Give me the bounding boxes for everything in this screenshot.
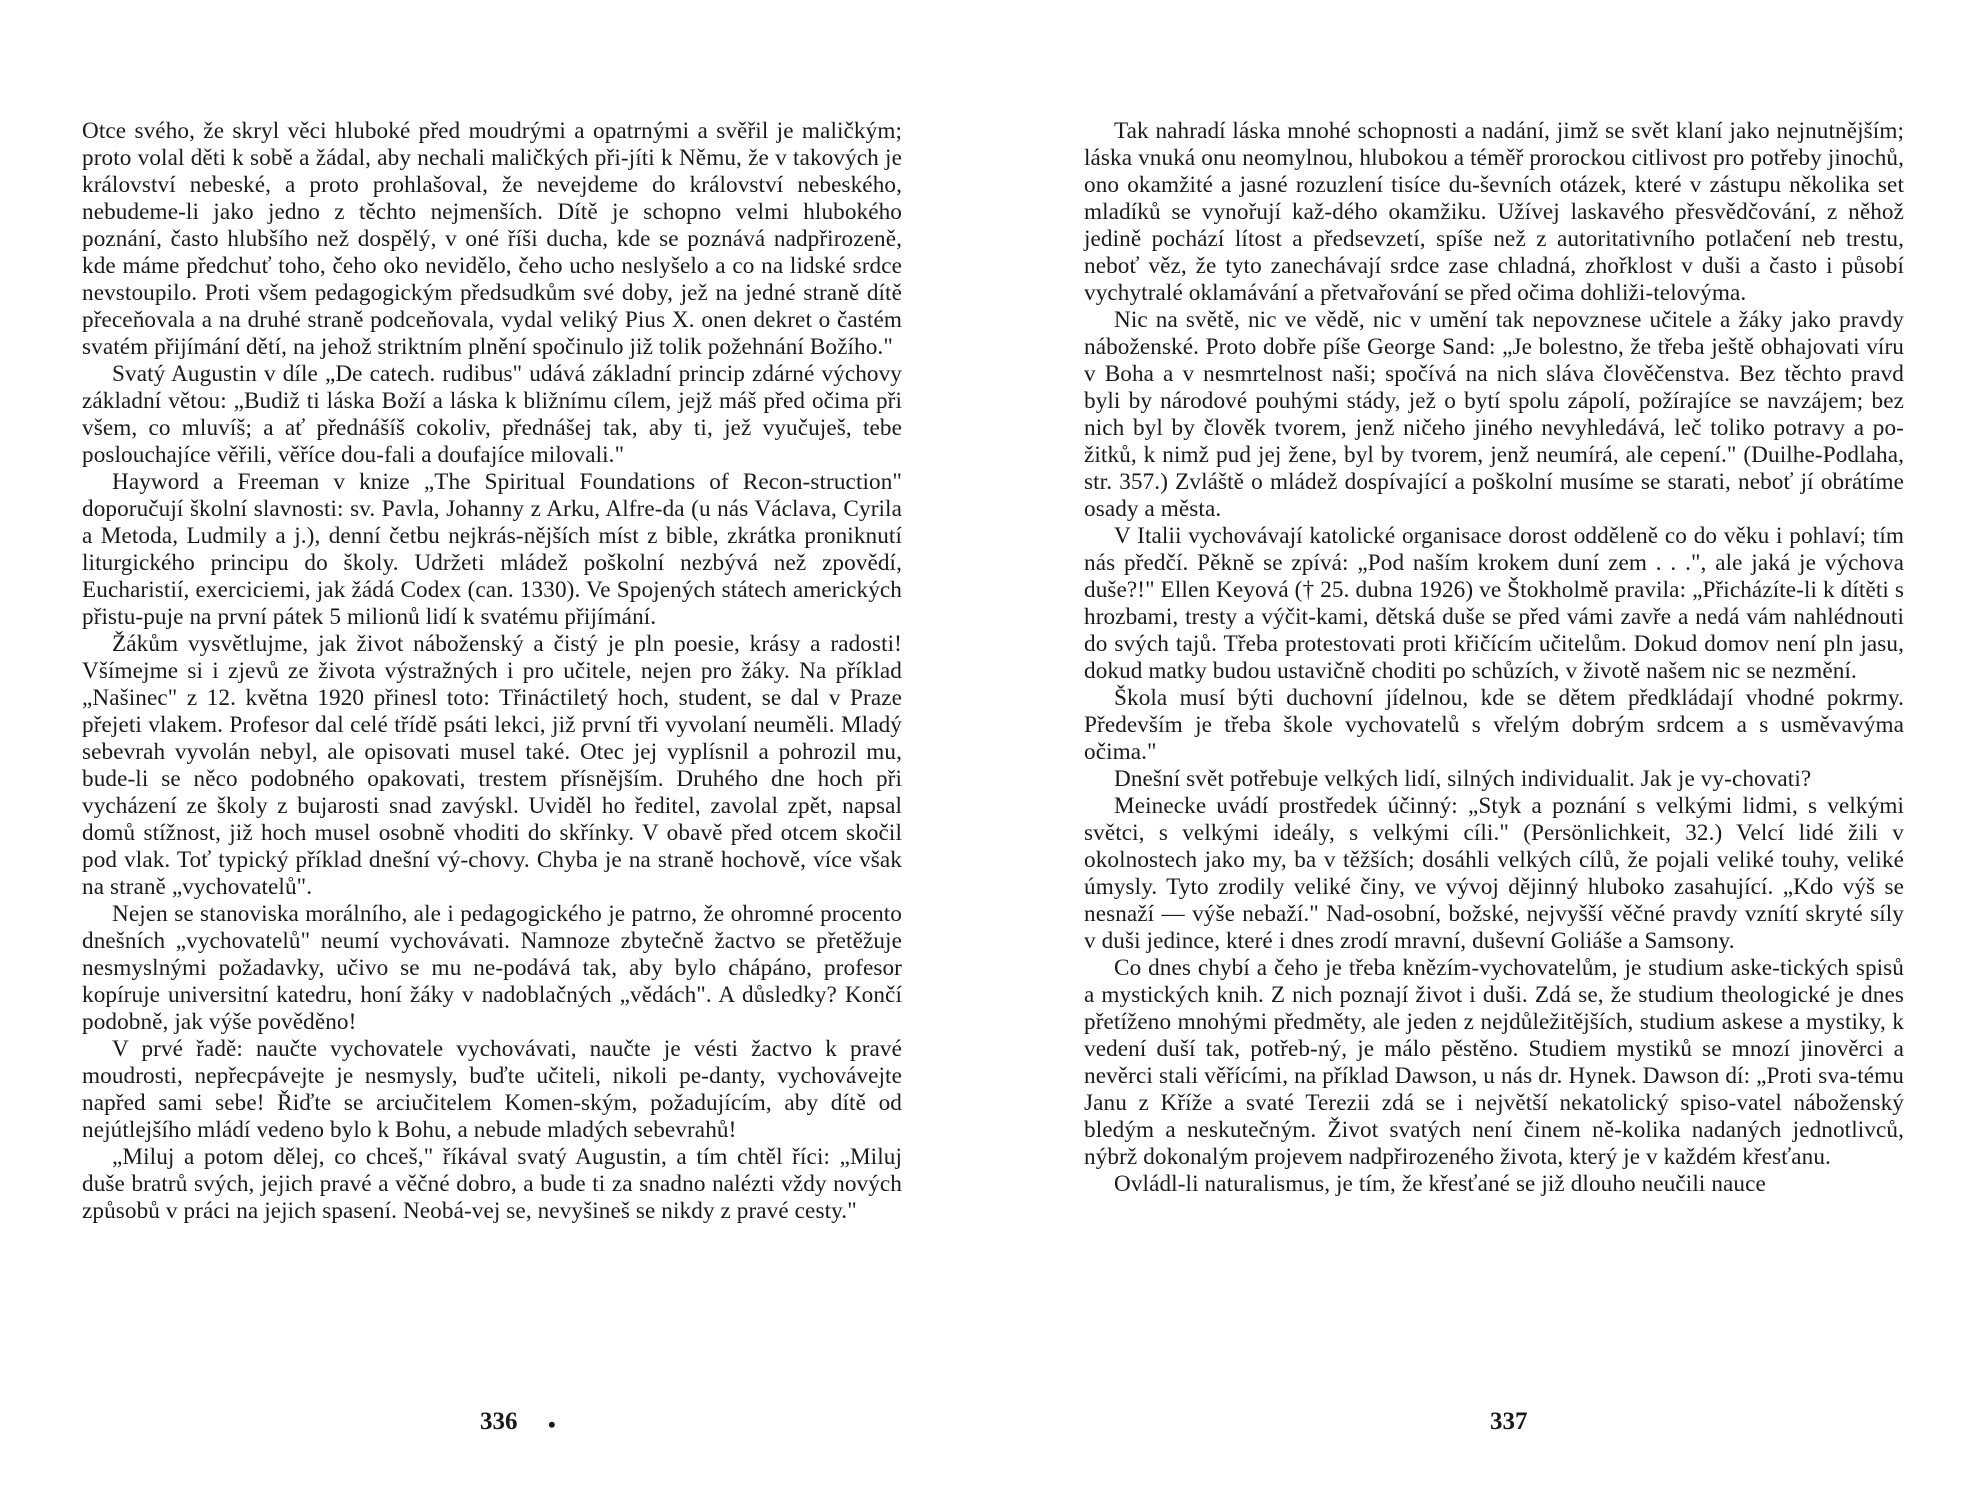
right-paragraph-1: Tak nahradí láska mnohé schopnosti a nadání, jimž se svět klaní jako nejnutnějším; láska vnuká onu neomylnou, hlubokou a téměř prorockou citlivost pro potřeby jinochů, ono okamžité a jasné rozuzlení tisíce du-ševních otázek, které v zástupu několika set mladíků se vynořují kaž-dého okamžiku. Užívej laskavého přesvědčování, z něhož jedině pochází lítost a předsevzetí, spíše než z autoritativního potlačení neb trestu, neboť věz, že tyto zanechávají srdce zase chladná, zhořklost v duši a často i působí vychytralé oklamávání a přetvařování se před očima dohliži-telovýma.	[1084, 118, 1904, 306]
right-paragraph-3: V Italii vychovávají katolické organisace dorost odděleně co do věku i pohlaví; tím nás předčí. Pěkně se zpívá: „Pod naším krokem duní zem . . .", ale jaká je výchova duše?!" Ellen Keyová († 25. dubna 1926) ve Štokholmě pravila: „Přicházíte-li k dítěti s hrozbami, tresty a výčit-kami, dětská duše se před vámi zavře a nedá vám nahlédnouti do svých tajů. Třeba protestovati proti křičícím učitelům. Dokud domov není pln jasu, dokud matky budou ustavičně choditi po schůzích, v životě našem nic se nezmění.	[1084, 523, 1904, 684]
right-paragraph-6: Meinecke uvádí prostředek účinný: „Styk a poznání s velkými lidmi, s velkými světci, s velkými ideály, s velkými cíli." (Persönlichkeit, 32.) Velcí lidé žili v okolnostech jako my, ba v těžších; dosáhli velkých cílů, že pojali veliké touhy, veliké úmysly. Tyto zrodily veliké činy, ve vývoj dějinný hluboko zasahující. „Kdo výš se nesnaží — výše nebaží." Nad-osobní, božské, nejvyšší věčné pravdy vznítí skryté síly v duši jedince, které i dnes zrodí mravní, duševní Goliáše a Samsony.	[1084, 793, 1904, 954]
right-paragraph-2: Nic na světě, nic ve vědě, nic v umění tak nepovznese učitele a žáky jako pravdy náboženské. Proto dobře píše George Sand: „Je bolestno, že třeba ještě obhajovati víru v Boha a v nesmrtelnost naši; spočívá na nich sláva člověčenstva. Bez těchto pravd byli by národové pouhými stády, jež o bytí spolu zápolí, požírajíce se navzájem; bez nich byl by člověk tvorem, jenž ničeho jiného nevyhledává, leč toliko potravy a po-žitků, k nimž pud jej žene, byl by tvorem, jenž neumírá, ale cepení." (Duilhe-Podlaha, str. 357.) Zvláště o mládež dospívající a poškolní musíme se starati, neboť jí obrátíme osady a města.	[1084, 307, 1904, 522]
left-page	[82, 118, 902, 1225]
left-paragraph-2: Svatý Augustin v díle „De catech. rudibus" udává základní princip zdárné výchovy základní větou: „Budiž ti láska Boží a láska k bližnímu cílem, jejž máš před očima při všem, co mluvíš; a ať přednášíš cokoliv, přednášej tak, aby ti, jež vyučuješ, tebe poslouchajíce věřili, věříce dou-fali a doufajíce milovali."	[82, 361, 902, 468]
page-number-left: 336	[480, 1408, 518, 1435]
left-paragraph-7: „Miluj a potom dělej, co chceš," říkával svatý Augustin, a tím chtěl říci: „Miluj duše bratrů svých, jejich pravé a věčné dobro, a bude ti za snadno nalézti vždy nových způsobů v práci na jejich spasení. Neobá-vej se, nevyšineš se nikdy z pravé cesty."	[82, 1144, 902, 1224]
right-paragraph-5: Dnešní svět potřebuje velkých lidí, silných individualit. Jak je vy-chovati?	[1114, 766, 1812, 792]
left-paragraph-5: Nejen se stanoviska morálního, ale i pedagogického je patrno, že ohromné procento dnešních „vychovatelů" neumí vychovávati. Namnoze zbytečně žactvo se přetěžuje nesmyslnými požadavky, učivo se mu ne-podává tak, aby bylo chápáno, profesor kopíruje universitní katedru, honí žáky v nadoblačných „vědách". A důsledky? Končí podobně, jak výše pověděno!	[82, 901, 902, 1035]
page-number-mark: •	[548, 1412, 556, 1437]
page-number-right: 337	[1490, 1408, 1528, 1435]
left-paragraph-4: Žákům vysvětlujme, jak život náboženský a čistý je pln poesie, krásy a radosti! Všímejme si i zjevů ze života výstražných i pro učitele, nejen pro žáky. Na příklad „Našinec" z 12. května 1920 přinesl toto: Třináctiletý hoch, student, se dal v Praze přejeti vlakem. Profesor dal celé třídě psáti lekci, již první tři vyvolaní neuměli. Mladý sebevrah vyvolán nebyl, ale opisovati musel také. Otec jej vyplísnil a pohrozil mu, bude-li se něco podobného opakovati, trestem přísnějším. Druhého dne hoch při vycházení ze školy z bujarosti snad zavýskl. Uviděl ho ředitel, zavolal zpět, napsal domů stížnost, již hoch musel osobně vhoditi do skřínky. V obavě před otcem skočil pod vlak. Toť typický příklad dnešní vý-chovy. Chyba je na straně hochově, více však na straně „vychovatelů".	[82, 631, 902, 900]
left-paragraph-6: V prvé řadě: naučte vychovatele vychovávati, naučte je vésti žactvo k pravé moudrosti, nepřecpávejte je nesmysly, buďte učiteli, nikoli pe-danty, vychovávejte napřed sami sebe! Řiďte se arciučitelem Komen-ským, požadujícím, aby dítě od nejútlejšího mládí vedeno bylo k Bohu, a nebude mladých sebevrahů!	[82, 1036, 902, 1143]
right-paragraph-7: Co dnes chybí a čeho je třeba knězím-vychovatelům, je studium aske-tických spisů a mystických knih. Z nich poznají život i duši. Zdá se, že studium theologické je dnes přetíženo mnohými předměty, ale jeden z nejdůležitějších, studium askese a mystiky, k vedení duší tak, potřeb-ný, je málo pěstěno. Studiem mystiků se mnozí jinověrci a nevěrci stali věřícími, na příklad Dawson, u nás dr. Hynek. Dawson dí: „Proti sva-tému Janu z Kříže a svaté Terezii zdá se i největší nekatolický spiso-vatel náboženský bledým a neskutečným. Život svatých není činem ně-kolika nadaných jednotlivců, nýbrž dokonalým projevem nadpřirozeného života, který je v každém křesťanu.	[1084, 955, 1904, 1170]
left-paragraph-3: Hayword a Freeman v knize „The Spiritual Foundations of Recon-struction" doporučují školní slavnosti: sv. Pavla, Johanny z Arku, Alfre-da (u nás Václava, Cyrila a Metoda, Ludmily a j.), denní četbu nejkrás-nějších míst z bible, zkrátka proniknutí liturgického principu do školy. Udržeti mládež poškolní nezbývá než zpovědí, Eucharistií, exerciciemi, jak žádá Codex (can. 1330). Ve Spojených státech amerických přistu-puje na první pátek 5 milionů lidí k svatému přijímání.	[82, 469, 902, 630]
left-paragraph-1: Otce svého, že skryl věci hluboké před moudrými a opatrnými a svěřil je maličkým; proto volal děti k sobě a žádal, aby nechali maličkých při-jíti k Němu, že v takových je království nebeské, a proto prohlašoval, že nevejdeme do království nebeského, nebudeme-li jako jedno z těchto nejmenších. Dítě je schopno velmi hlubokého poznání, často hlubšího než dospělý, v oné říši ducha, kde se poznává nadpřirozeně, kde máme předchuť toho, čeho oko nevidělo, čeho ucho neslyšelo a co na lidské srdce nevstoupilo. Proti všem pedagogickým předsudkům své doby, jež na jedné straně dítě přeceňovala a na druhé straně podceňovala, vydal veliký Pius X. onen dekret o častém svatém přijímání dětí, na jehož striktním plnění spočinulo již tolik požehnání Božího."	[82, 118, 902, 360]
right-paragraph-8: Ovládl-li naturalismus, je tím, že křesťané se již dlouho neučili nauce	[1114, 1171, 1766, 1197]
right-page	[1084, 118, 1904, 1198]
right-paragraph-4: Škola musí býti duchovní jídelnou, kde se dětem předkládají vhodné pokrmy. Především je třeba škole vychovatelů s vřelým dobrým srdcem a s usměvavýma očima."	[1084, 685, 1904, 765]
